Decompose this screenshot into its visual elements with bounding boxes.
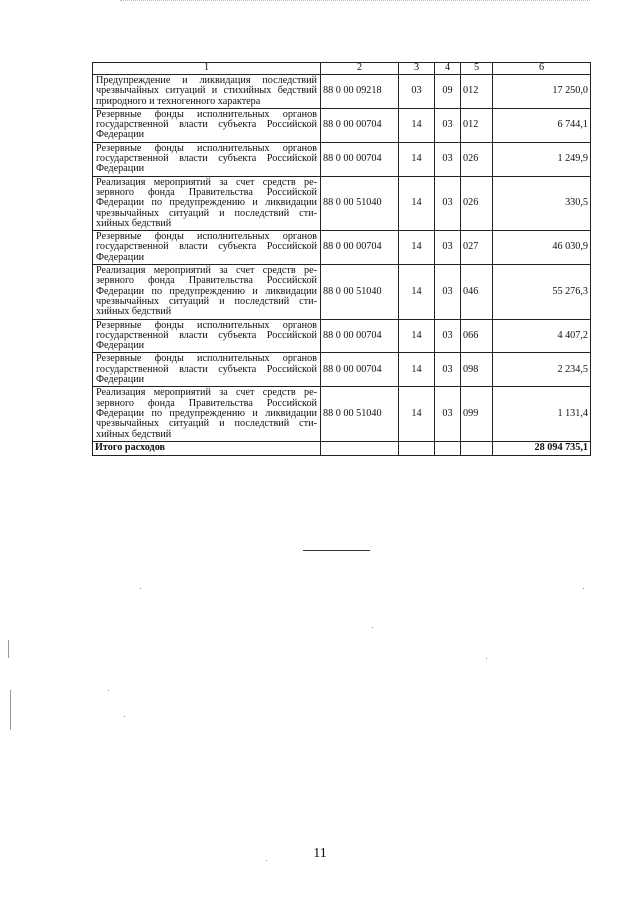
row-code: 88 0 00 00704 (321, 231, 399, 265)
row-section: 14 (399, 353, 435, 387)
column-header: 4 (435, 63, 461, 75)
table-row (93, 265, 591, 319)
row-type: 012 (461, 108, 493, 142)
table-row (93, 75, 591, 109)
row-amount: 4 407,2 (493, 319, 591, 353)
row-code: 88 0 00 00704 (321, 142, 399, 176)
empty-cell (461, 441, 493, 455)
row-type: 027 (461, 231, 493, 265)
row-description: Резервные фонды исполнительных органов государственной власти субъекта Российской Федерации (93, 142, 321, 176)
row-code: 88 0 00 51040 (321, 265, 399, 319)
empty-cell (321, 441, 399, 455)
row-type: 026 (461, 142, 493, 176)
column-header: 5 (461, 63, 493, 75)
row-description: Реализация мероприятий за счет средств ре-зервного фонда Правительства Российской Федерации по предупреждению и ликвидации чрезвычайных ситуаций и последствий сти-хийных бедствий (93, 176, 321, 230)
row-description: Резервные фонды исполнительных органов государственной власти субъекта Российской Федерации (93, 231, 321, 265)
row-amount: 46 030,9 (493, 231, 591, 265)
row-section: 03 (399, 75, 435, 109)
row-subsection: 03 (435, 142, 461, 176)
row-type: 066 (461, 319, 493, 353)
row-subsection: 03 (435, 176, 461, 230)
row-subsection: 03 (435, 265, 461, 319)
scan-artifact (108, 690, 109, 691)
row-subsection: 03 (435, 353, 461, 387)
table-header-row (93, 63, 591, 75)
row-code: 88 0 00 51040 (321, 176, 399, 230)
end-rule-divider (303, 550, 370, 551)
row-section: 14 (399, 231, 435, 265)
row-amount: 17 250,0 (493, 75, 591, 109)
row-subsection: 03 (435, 387, 461, 441)
total-amount: 28 094 735,1 (493, 441, 591, 455)
row-description: Предупреждение и ликвидация последствий чрезвычайных ситуаций и стихийных бедствий природного и техногенного характера (93, 75, 321, 109)
row-section: 14 (399, 387, 435, 441)
row-code: 88 0 00 51040 (321, 387, 399, 441)
row-description: Реализация мероприятий за счет средств ре-зервного фонда Правительства Российской Федерации по предупреждению и ликвидации чрезвычайных ситуаций и последствий сти-хийных бедствий (93, 387, 321, 441)
row-code: 88 0 00 00704 (321, 108, 399, 142)
row-description: Реализация мероприятий за счет средств ре-зервного фонда Правительства Российской Федерации по предупреждению и ликвидации чрезвычайных ситуаций и последствий сти-хийных бедствий (93, 265, 321, 319)
scan-artifact (124, 716, 125, 717)
empty-cell (399, 441, 435, 455)
row-description: Резервные фонды исполнительных органов государственной власти субъекта Российской Федерации (93, 319, 321, 353)
row-amount: 330,5 (493, 176, 591, 230)
scan-artifact (486, 658, 487, 659)
row-section: 14 (399, 108, 435, 142)
row-subsection: 03 (435, 231, 461, 265)
column-header: 1 (93, 63, 321, 75)
scan-artifact (140, 588, 141, 589)
table-row (93, 142, 591, 176)
row-section: 14 (399, 176, 435, 230)
row-type: 098 (461, 353, 493, 387)
row-description: Резервные фонды исполнительных органов государственной власти субъекта Российской Федерации (93, 108, 321, 142)
scan-artifact (8, 640, 9, 658)
row-subsection: 03 (435, 108, 461, 142)
scan-edge-line (120, 0, 590, 1)
row-subsection: 09 (435, 75, 461, 109)
row-type: 026 (461, 176, 493, 230)
table-row (93, 108, 591, 142)
column-header: 2 (321, 63, 399, 75)
page-number: 11 (313, 846, 327, 861)
row-section: 14 (399, 142, 435, 176)
row-amount: 55 276,3 (493, 265, 591, 319)
scan-artifact (266, 860, 267, 861)
table-row (93, 353, 591, 387)
row-section: 14 (399, 265, 435, 319)
row-amount: 1 131,4 (493, 387, 591, 441)
row-description: Резервные фонды исполнительных органов государственной власти субъекта Российской Федерации (93, 353, 321, 387)
table-row (93, 387, 591, 441)
table-row (93, 231, 591, 265)
row-type: 099 (461, 387, 493, 441)
empty-cell (435, 441, 461, 455)
table-row (93, 319, 591, 353)
row-amount: 1 249,9 (493, 142, 591, 176)
budget-table (92, 62, 591, 456)
row-code: 88 0 00 09218 (321, 75, 399, 109)
row-section: 14 (399, 319, 435, 353)
row-amount: 2 234,5 (493, 353, 591, 387)
scan-artifact (10, 690, 11, 730)
row-amount: 6 744,1 (493, 108, 591, 142)
row-subsection: 03 (435, 319, 461, 353)
row-code: 88 0 00 00704 (321, 353, 399, 387)
row-type: 046 (461, 265, 493, 319)
column-header: 3 (399, 63, 435, 75)
table-row (93, 176, 591, 230)
column-header: 6 (493, 63, 591, 75)
total-row (93, 441, 591, 455)
row-type: 012 (461, 75, 493, 109)
scan-artifact (583, 588, 584, 589)
total-label: Итого расходов (93, 441, 321, 455)
row-code: 88 0 00 00704 (321, 319, 399, 353)
scan-artifact (372, 627, 373, 628)
